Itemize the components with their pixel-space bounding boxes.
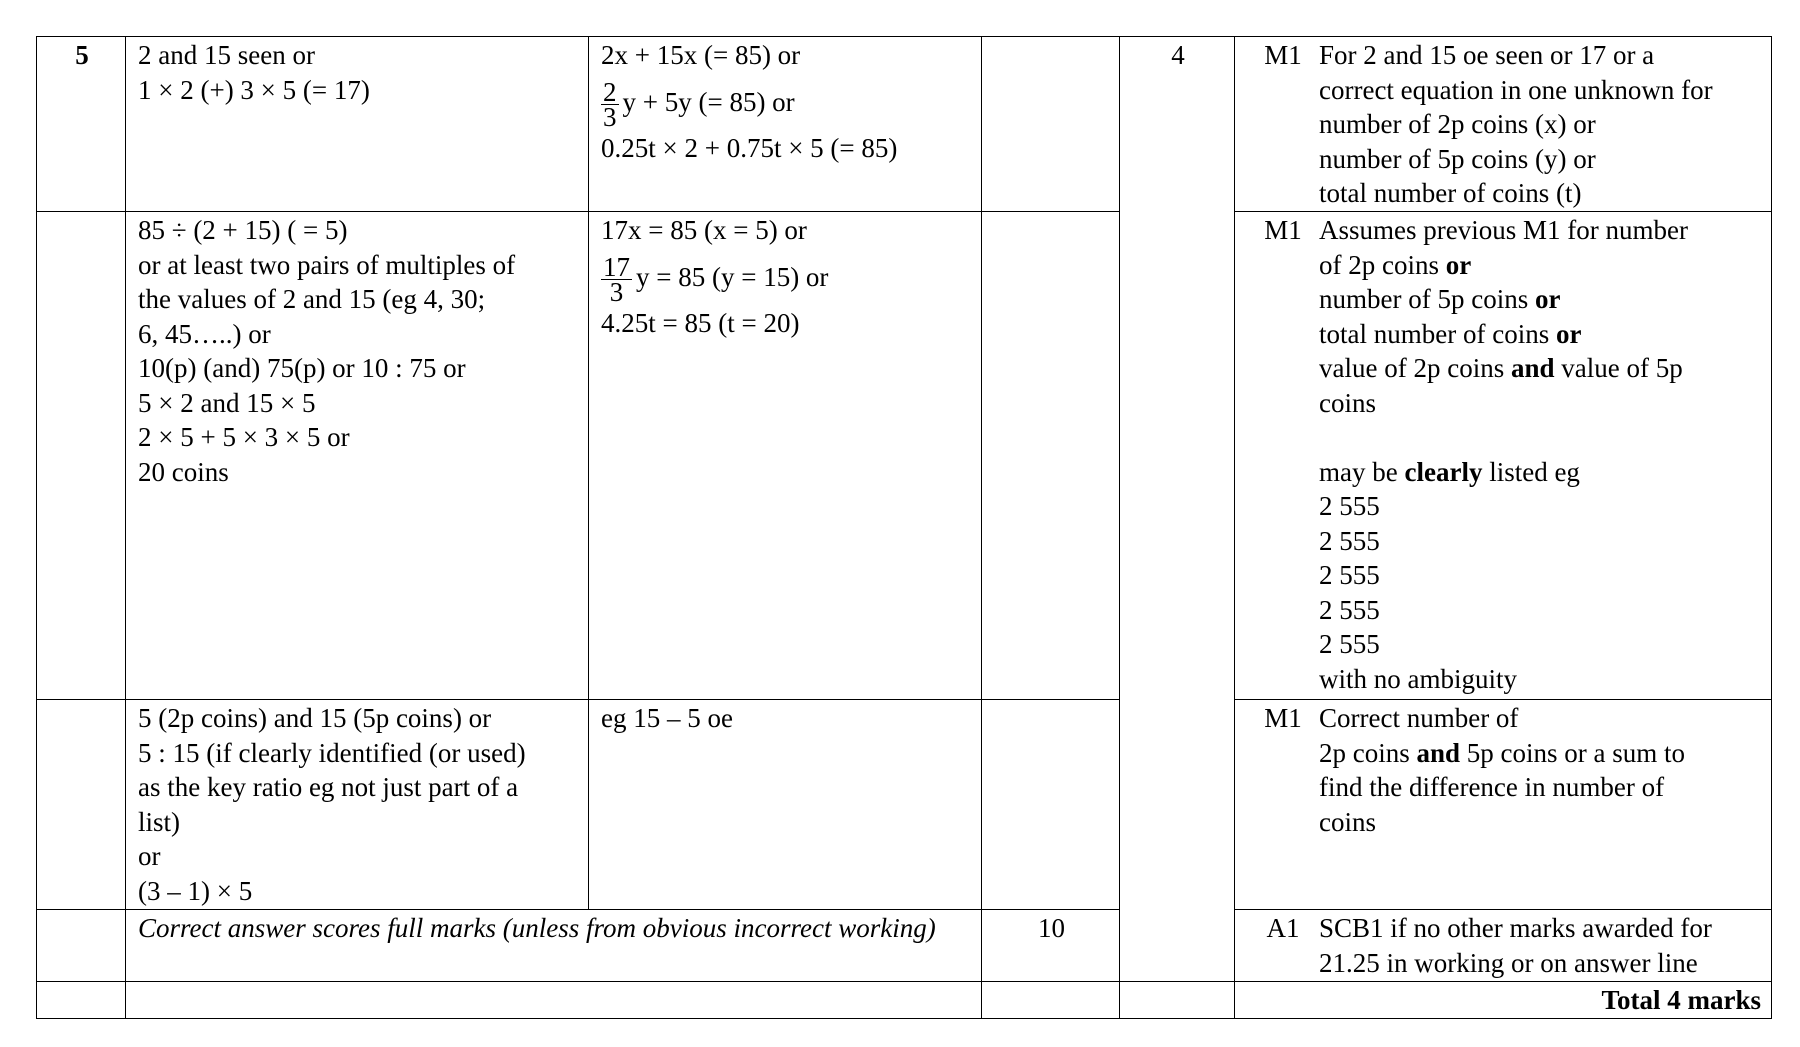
working-cell: [126, 212, 589, 700]
list-item: 2 555: [1319, 491, 1380, 521]
list-item: 2 555: [1319, 594, 1380, 625]
answer-fraction-line: [601, 248, 971, 306]
total-marks: Total 4 marks: [1235, 982, 1772, 1019]
mark-code: M1: [1264, 40, 1302, 70]
working-line: 5 × 2 and 15 × 5: [138, 387, 316, 418]
notes-emphasis: and: [1510, 353, 1555, 383]
full-marks-statement: Correct answer scores full marks (unless from obvious incorrect working): [138, 913, 936, 943]
answer-fraction-line: [601, 73, 971, 131]
working-line: as the key ratio eg not just part of a: [138, 772, 519, 802]
working-line: 10(p) (and) 75(p) or 10 : 75 or: [138, 353, 466, 383]
table-row: [37, 910, 1772, 982]
table-row: [37, 212, 1772, 700]
notes-line: coins: [1319, 806, 1376, 837]
notes-text: 5p coins or a sum to: [1460, 737, 1686, 768]
notes-cell: [1235, 37, 1772, 212]
notes-text: value of 5p: [1554, 353, 1683, 383]
empty-cell: [126, 982, 982, 1019]
working-line: 20 coins: [138, 456, 229, 487]
answer-line: 0.25t × 2 + 0.75t × 5 (= 85): [601, 132, 898, 163]
notes-line: [1319, 282, 1761, 317]
mark-scheme: [36, 36, 1772, 1019]
notes-line: [1319, 351, 1761, 386]
answer-value-cell: 10: [982, 910, 1120, 982]
answer-line: 17x = 85 (x = 5) or: [601, 215, 807, 245]
notes-emphasis: or: [1445, 249, 1472, 280]
notes-text: value of 2p coins: [1319, 353, 1511, 383]
mark-code: A1: [1266, 913, 1300, 943]
working-cell: [126, 37, 589, 212]
notes-text: listed eg: [1482, 456, 1580, 487]
working-line: or: [138, 841, 161, 871]
empty-cell: [37, 212, 126, 700]
notes-cell: [1235, 910, 1772, 982]
fraction: [601, 251, 632, 307]
notes-line: SCB1 if no other marks awarded for: [1319, 913, 1712, 943]
notes-line: number of 5p coins (y) or: [1319, 143, 1596, 174]
answer-line: 2x + 15x (= 85) or: [601, 40, 801, 70]
answer-cell: [589, 212, 982, 700]
working-cell: [126, 700, 589, 910]
notes-line: [1319, 455, 1761, 490]
notes-line: 21.25 in working or on answer line: [1319, 947, 1698, 978]
working-line: 85 ÷ (2 + 15) ( = 5): [138, 215, 348, 245]
mark-code: M1: [1264, 215, 1302, 245]
notes-emphasis: clearly: [1404, 456, 1483, 487]
working-line: 6, 45…..) or: [138, 318, 271, 349]
table-row: [37, 37, 1772, 212]
empty-cell: [37, 700, 126, 910]
spacer: [1319, 420, 1761, 455]
empty-cell: [1120, 982, 1235, 1019]
working-line: list): [138, 806, 181, 837]
answer-value-cell: [982, 700, 1120, 910]
notes-text: of 2p coins: [1319, 249, 1446, 280]
answer-cell: [589, 700, 982, 910]
notes-cell: [1235, 212, 1772, 700]
working-line: 5 (2p coins) and 15 (5p coins) or: [138, 703, 492, 733]
answer-line: eg 15 – 5 oe: [601, 703, 733, 733]
answer-value-cell: [982, 212, 1120, 700]
notes-text: may be: [1319, 456, 1405, 487]
notes-line: correct equation in one unknown for: [1319, 74, 1713, 105]
notes-line: total number of coins (t): [1319, 178, 1582, 208]
notes-emphasis: and: [1416, 737, 1461, 768]
notes-line: number of 2p coins (x) or: [1319, 109, 1596, 139]
fraction-denominator: 3: [609, 276, 624, 307]
notes-text: 2p coins: [1319, 737, 1417, 768]
working-line: the values of 2 and 15 (eg 4, 30;: [138, 284, 486, 314]
notes-line: with no ambiguity: [1319, 663, 1517, 694]
answer-equation: y = 85 (y = 15) or: [636, 261, 829, 292]
mark-scheme-table: [36, 36, 1772, 1019]
notes-line: [1319, 317, 1761, 352]
fraction-denominator: 3: [603, 101, 617, 132]
mark-code: M1: [1264, 703, 1302, 733]
notes-text: total number of coins: [1319, 318, 1556, 349]
notes-line: coins: [1319, 387, 1376, 418]
notes-cell: [1235, 700, 1772, 910]
fraction: [601, 76, 619, 132]
notes-emphasis: or: [1534, 284, 1561, 314]
answer-value-cell: [982, 37, 1120, 212]
list-item: 2 555: [1319, 629, 1380, 659]
working-line: or at least two pairs of multiples of: [138, 249, 516, 280]
answer-line: 4.25t = 85 (t = 20): [601, 307, 800, 338]
working-line: 5 : 15 (if clearly identified (or used): [138, 737, 526, 768]
working-line: 2 and 15 seen or: [138, 40, 315, 70]
marks-cell: 4: [1120, 37, 1235, 982]
answer-cell: [589, 37, 982, 212]
table-row: [37, 700, 1772, 910]
notes-line: For 2 and 15 oe seen or 17 or a: [1319, 40, 1655, 70]
notes-line: [1319, 736, 1761, 771]
answer-equation: y + 5y (= 85) or: [622, 86, 795, 117]
empty-cell: [982, 982, 1120, 1019]
working-line: (3 – 1) × 5: [138, 875, 253, 906]
full-marks-statement-cell: [126, 910, 982, 982]
total-row: [37, 982, 1772, 1019]
notes-text: number of 5p coins: [1319, 284, 1535, 314]
notes-line: [1319, 248, 1761, 283]
working-line: 2 × 5 + 5 × 3 × 5 or: [138, 422, 350, 452]
empty-cell: [37, 982, 126, 1019]
fraction-numerator: 17: [603, 251, 630, 282]
list-item: 2 555: [1319, 525, 1380, 556]
working-line: 1 × 2 (+) 3 × 5 (= 17): [138, 74, 370, 105]
empty-cell: [37, 910, 126, 982]
notes-line: Assumes previous M1 for number: [1319, 215, 1688, 245]
notes-emphasis: or: [1555, 318, 1582, 349]
question-number: 5: [37, 37, 126, 212]
list-item: 2 555: [1319, 560, 1380, 590]
notes-line: Correct number of: [1319, 703, 1519, 733]
notes-line: find the difference in number of: [1319, 772, 1665, 802]
fraction-numerator: 2: [603, 76, 617, 107]
